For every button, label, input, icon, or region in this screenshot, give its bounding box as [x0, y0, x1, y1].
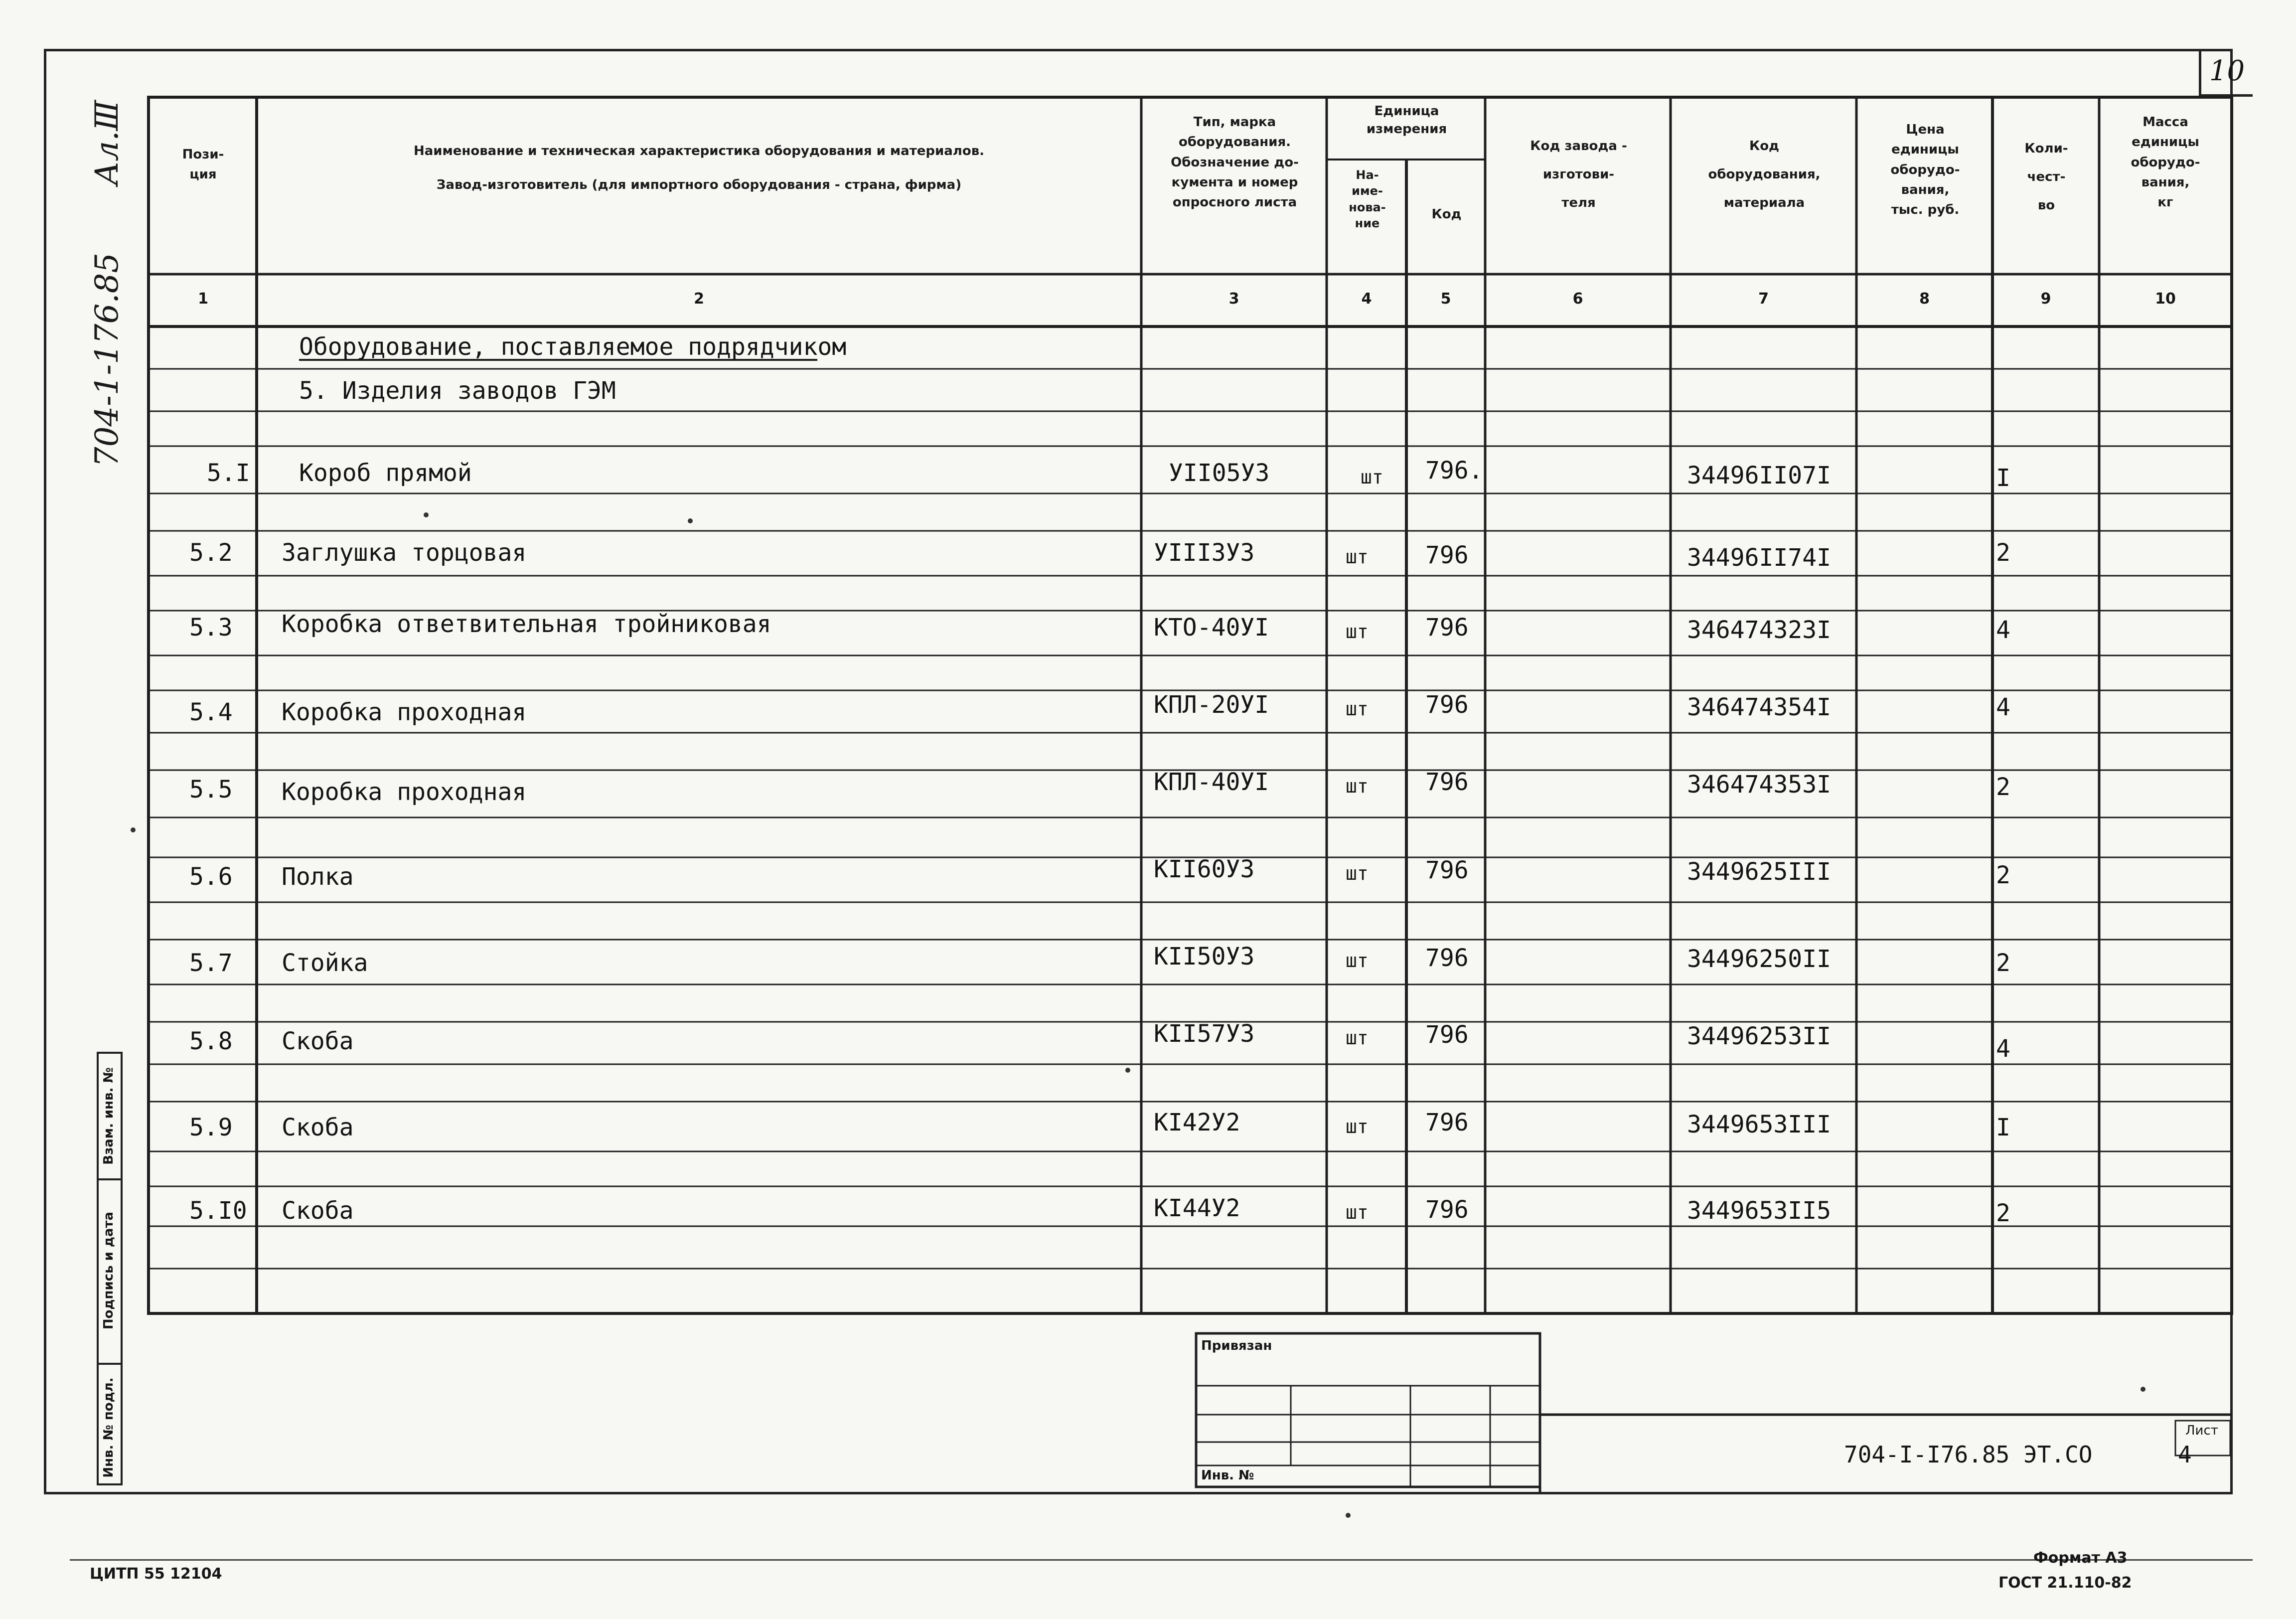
row-name: Коробка ответвительная тройниковая: [282, 610, 771, 638]
colnum-3: 3: [1228, 290, 1239, 308]
row-pos: 5.6: [189, 863, 233, 891]
row-unit-code: 796: [1425, 614, 1469, 642]
row-unit: шт: [1346, 775, 1369, 797]
header-equip-code: Код оборудования, материала: [1708, 139, 1821, 211]
row-qty: 2: [1996, 861, 2010, 889]
row-name: Коробка проходная: [282, 698, 527, 726]
row-qty: I: [1996, 1114, 2010, 1141]
title-block-inv-no: Инв. №: [1201, 1468, 1254, 1483]
row-unit-code: 796: [1425, 768, 1469, 796]
row-type: КI42У2: [1154, 1109, 1240, 1136]
colnum-5: 5: [1440, 290, 1451, 308]
row-unit: шт: [1346, 1027, 1369, 1049]
title-block-attached: Привязан: [1201, 1338, 1272, 1353]
colnum-8: 8: [1919, 290, 1930, 308]
row-equip-code: 34496253II: [1687, 1022, 1831, 1050]
row-qty: 4: [1996, 1035, 2010, 1063]
header-unit-code: Код: [1431, 207, 1462, 222]
row-unit-code: 796: [1425, 1196, 1469, 1224]
row-qty: 4: [1996, 693, 2010, 721]
colnum-2: 2: [694, 290, 704, 308]
scan-speck: [1346, 1513, 1351, 1518]
header-mass: Масса единицы оборудо- вания, кг: [2131, 115, 2200, 210]
row-name: Скоба: [282, 1197, 354, 1225]
row-unit-code: 796: [1425, 691, 1469, 719]
row-pos: 5.2: [189, 539, 233, 567]
row-equip-code: 346474354I: [1687, 693, 1831, 721]
row-qty: 2: [1996, 1199, 2010, 1227]
row-unit-code: 796.: [1425, 457, 1483, 485]
row-unit: шт: [1346, 698, 1369, 720]
header-name: Наименование и техническая характеристика оборудования и материалов. Завод-изготовитель (для импортного оборудования - страна, фирма): [413, 144, 985, 192]
colnum-1: 1: [198, 290, 208, 308]
row-pos: 5.I: [207, 459, 250, 487]
row-unit: шт: [1346, 621, 1369, 643]
colnum-10: 10: [2155, 290, 2176, 308]
header-qty: Коли- чест- во: [2024, 141, 2068, 213]
title-block-sheet-label: Лист: [2185, 1423, 2218, 1438]
stamp-label-original-inv: Инв. № подл.: [101, 1377, 116, 1478]
row-equip-code: 34496II74I: [1687, 544, 1831, 572]
row-type: КПЛ-40УI: [1154, 768, 1269, 796]
header-unit: Единица измерения: [1366, 104, 1447, 137]
row-unit-code: 796: [1425, 944, 1469, 972]
stamp-label-signature-date: Подпись и дата: [101, 1211, 116, 1330]
row-pos: 5.I0: [189, 1197, 247, 1225]
row-qty: 2: [1996, 773, 2010, 801]
row-equip-code: 3449625III: [1687, 858, 1831, 886]
header-type: Тип, марка оборудования. Обозначение до- кумента и номер опросного листа: [1171, 115, 1299, 210]
row-name: Коробка проходная: [282, 778, 527, 806]
row-pos: 5.5: [189, 776, 233, 804]
header-pos: Пози- ция: [182, 147, 224, 182]
header-price: Цена единицы оборудо- вания, тыс. руб.: [1890, 122, 1960, 218]
row-equip-code: 346474353I: [1687, 771, 1831, 799]
row-name: Стойка: [282, 949, 368, 977]
row-type: КПЛ-20УI: [1154, 691, 1269, 719]
section-title: Оборудование, поставляемое подрядчиком: [299, 333, 847, 361]
subsection-title: 5. Изделия заводов ГЭМ: [299, 377, 616, 405]
row-type: КII57У3: [1154, 1020, 1255, 1048]
row-type: КII50У3: [1154, 943, 1255, 971]
stamp-label-replaced-inv: Взам. инв. №: [101, 1067, 116, 1165]
scan-speck: [1125, 1068, 1130, 1073]
scan-speck: [131, 827, 136, 832]
row-pos: 5.8: [189, 1027, 233, 1055]
row-equip-code: 3449653II5: [1687, 1197, 1831, 1225]
footer-gost: ГОСТ 21.110-82: [1998, 1574, 2132, 1592]
row-unit-code: 796: [1425, 856, 1469, 884]
row-type: УIII3У3: [1154, 539, 1255, 567]
row-unit: шт: [1346, 950, 1369, 971]
row-type: УII05У3: [1169, 459, 1270, 487]
row-equip-code: 34496II07I: [1687, 462, 1831, 489]
footer-left-code: ЦИТП 55 12104: [90, 1565, 222, 1583]
row-equip-code: 346474323I: [1687, 616, 1831, 644]
row-pos: 5.9: [189, 1114, 233, 1141]
scan-speck: [424, 512, 429, 517]
row-unit-code: 796: [1425, 541, 1469, 569]
row-name: Короб прямой: [299, 459, 472, 487]
row-qty: 2: [1996, 539, 2010, 567]
sheet-number: 10: [2199, 49, 2253, 97]
row-qty: I: [1996, 464, 2010, 492]
row-type: КТО-40УI: [1154, 614, 1269, 642]
row-name: Заглушка торцовая: [282, 539, 527, 567]
row-unit-code: 796: [1425, 1021, 1469, 1049]
header-unit-name: На- име- нова- ние: [1349, 168, 1386, 231]
header-maker-code: Код завода - изготови- теля: [1530, 139, 1627, 211]
row-type: КII60У3: [1154, 855, 1255, 883]
row-pos: 5.7: [189, 949, 233, 977]
row-pos: 5.4: [189, 698, 233, 726]
row-name: Скоба: [282, 1027, 354, 1055]
row-unit: шт: [1346, 862, 1369, 884]
row-qty: 4: [1996, 616, 2010, 644]
row-name: Полка: [282, 863, 354, 891]
footer-rule: [70, 1559, 2253, 1561]
document-designation: 704-I-I76.85 ЭТ.СО: [1844, 1441, 2093, 1468]
title-block-sheet-value: 4: [2178, 1441, 2192, 1468]
row-pos: 5.3: [189, 614, 233, 642]
row-equip-code: 3449653III: [1687, 1111, 1831, 1138]
row-unit: шт: [1361, 466, 1383, 488]
colnum-9: 9: [2040, 290, 2051, 308]
album-label: Ал.Ⅲ: [89, 100, 126, 185]
row-unit-code: 796: [1425, 1109, 1469, 1136]
row-unit: шт: [1346, 1201, 1369, 1223]
row-qty: 2: [1996, 949, 2010, 977]
scan-speck: [688, 518, 693, 523]
colnum-6: 6: [1572, 290, 1583, 308]
row-unit: шт: [1346, 546, 1369, 568]
row-name: Скоба: [282, 1114, 354, 1141]
scan-speck: [2141, 1387, 2145, 1392]
doc-code-handwritten: 704-1-176.85: [89, 252, 126, 467]
footer-format: Формат А3: [2033, 1549, 2128, 1567]
row-type: КI44У2: [1154, 1194, 1240, 1222]
colnum-7: 7: [1758, 290, 1769, 308]
colnum-4: 4: [1361, 290, 1372, 308]
row-equip-code: 34496250II: [1687, 945, 1831, 973]
row-unit: шт: [1346, 1116, 1369, 1137]
